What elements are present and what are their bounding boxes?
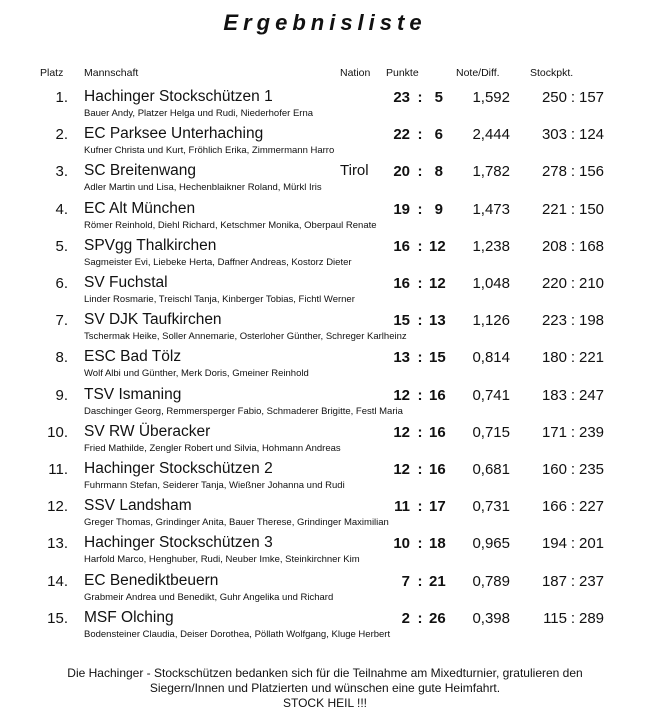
- note-diff: 0,741: [472, 386, 510, 404]
- points-separator: :: [417, 609, 423, 627]
- team-players: Tschermak Heike, Soller Annemarie, Osterloher Günther, Schreger Karlheinz: [84, 331, 407, 343]
- team-players: Linder Rosmarie, Treischl Tanja, Kinberger Tobias, Fichtl Werner: [84, 294, 355, 305]
- result-row: [0, 533, 650, 571]
- points-separator: :: [417, 423, 423, 441]
- stock-points-against: 289: [579, 609, 605, 627]
- points-separator: :: [417, 200, 423, 218]
- points-won: 12: [393, 423, 410, 441]
- team-players: Römer Reinhold, Diehl Richard, Ketschmer Monika, Oberpaul Renate: [84, 219, 377, 231]
- result-row: [0, 385, 650, 423]
- closing-line-2: Siegern/Innen und Platzierten und wünschen eine gute Heimfahrt.: [149, 681, 501, 695]
- rank-number: 5.: [55, 237, 68, 255]
- points-won: 13: [393, 349, 410, 367]
- stock-points-against: 201: [579, 535, 605, 553]
- stock-points-against: 168: [579, 237, 605, 255]
- points-separator: :: [417, 498, 423, 516]
- stock-points-for: 171: [541, 423, 567, 441]
- points-won: 16: [393, 275, 410, 292]
- stock-points-for: 187: [541, 572, 567, 590]
- points-separator: :: [417, 461, 423, 478]
- points-won: 12: [393, 461, 410, 478]
- closing-line-1: Die Hachinger - Stockschützen bedanken sich für die Teilnahme am Mixedturnier, gratulieren den: [67, 666, 583, 680]
- team-name: EC Alt München: [84, 199, 196, 217]
- closing-message: [0, 666, 650, 711]
- team-name: SV DJK Taufkirchen: [84, 311, 222, 329]
- result-row: [0, 608, 650, 646]
- team-players: Greger Thomas, Grindinger Anita, Bauer Therese, Grindinger Maximilian: [84, 517, 389, 529]
- stock-points-separator: :: [570, 461, 576, 478]
- team-players: Fried Mathilde, Zengler Robert und Silvia, Hohmann Andreas: [84, 442, 341, 454]
- team-players: Grabmeir Andrea und Benedikt, Guhr Angelika und Richard: [84, 591, 334, 603]
- team-name: SV Fuchstal: [84, 274, 168, 291]
- team-name: MSF Olching: [84, 608, 174, 626]
- stock-points-for: 223: [541, 312, 567, 330]
- note-diff: 0,731: [472, 498, 510, 516]
- points-won: 19: [393, 200, 410, 218]
- points-won: 16: [393, 237, 410, 255]
- points-separator: :: [417, 163, 423, 181]
- rank-number: 1.: [55, 89, 68, 106]
- stock-points-against: 124: [579, 126, 605, 144]
- result-row: [0, 124, 650, 162]
- header-mannschaft: Mannschaft: [84, 67, 139, 79]
- stock-points-separator: :: [570, 498, 576, 516]
- points-lost: 21: [429, 572, 446, 590]
- points-separator: :: [417, 572, 423, 590]
- stock-points-separator: :: [570, 349, 576, 367]
- stock-points-for: 194: [541, 535, 567, 553]
- stock-points-against: 247: [579, 386, 605, 404]
- team-players: Adler Martin und Lisa, Hechenblaikner Roland, Mürkl Iris: [84, 182, 322, 194]
- team-players: Wolf Albi und Günther, Merk Doris, Gmeiner Reinhold: [84, 368, 309, 380]
- note-diff: 1,473: [472, 200, 510, 218]
- stock-points-separator: :: [570, 275, 576, 292]
- team-name: SC Breitenwang: [84, 162, 197, 180]
- points-won: 2: [401, 609, 410, 627]
- points-lost: 12: [429, 275, 446, 292]
- team-players: Bauer Andy, Platzer Helga und Rudi, Niederhofer Erna: [84, 108, 314, 119]
- stock-points-against: 227: [579, 498, 605, 516]
- team-name: SV RW Überacker: [84, 422, 211, 440]
- header-platz: Platz: [40, 67, 64, 79]
- team-name: EC Benediktbeuern: [84, 571, 219, 589]
- points-separator: :: [417, 386, 423, 404]
- stock-points-for: 180: [541, 349, 567, 367]
- stock-points-separator: :: [570, 423, 576, 441]
- stock-points-against: 210: [579, 275, 605, 292]
- stock-points-for: 250: [541, 89, 567, 106]
- result-row: [0, 459, 650, 497]
- stock-points-against: 157: [579, 89, 605, 106]
- result-row: [0, 273, 650, 311]
- stock-points-for: 183: [541, 386, 567, 404]
- points-separator: :: [417, 312, 423, 330]
- team-players: Kufner Christa und Kurt, Fröhlich Erika, Zimmermann Harro: [84, 145, 335, 157]
- result-row: [0, 571, 650, 609]
- points-lost: 16: [429, 423, 446, 441]
- team-name: Hachinger Stockschützen 1: [84, 88, 273, 105]
- team-players: Sagmeister Evi, Liebeke Herta, Daffner Andreas, Kostorz Dieter: [84, 256, 352, 268]
- note-diff: 0,715: [472, 423, 510, 441]
- points-separator: :: [417, 237, 423, 255]
- team-name: TSV Ismaning: [84, 385, 182, 403]
- stock-points-for: 115: [543, 609, 567, 627]
- header-stockpunkte: Stockpkt.: [530, 67, 574, 79]
- closing-line-3: STOCK HEIL !!!: [282, 696, 368, 710]
- result-row: [0, 310, 650, 348]
- rank-number: 6.: [55, 275, 68, 292]
- points-separator: :: [417, 126, 423, 144]
- team-players: Daschinger Georg, Remmersperger Fabio, Schmaderer Brigitte, Festl Maria: [84, 405, 403, 417]
- page-title: Ergebnisliste: [223, 10, 427, 35]
- rank-number: 13.: [47, 535, 68, 553]
- stock-points-for: 160: [541, 461, 567, 478]
- points-separator: :: [417, 349, 423, 367]
- stock-points-separator: :: [570, 237, 576, 255]
- stock-points-against: 237: [579, 572, 605, 590]
- note-diff: 1,126: [472, 312, 510, 330]
- note-diff: 1,782: [472, 163, 510, 181]
- rank-number: 3.: [55, 163, 68, 181]
- note-diff: 1,592: [472, 89, 510, 106]
- points-lost: 16: [429, 461, 446, 478]
- note-diff: 1,048: [472, 275, 510, 292]
- points-won: 7: [401, 572, 410, 590]
- stock-points-for: 303: [541, 126, 567, 144]
- stock-points-separator: :: [570, 89, 576, 106]
- stock-points-separator: :: [570, 386, 576, 404]
- team-name: SSV Landsham: [84, 497, 192, 515]
- team-players: Fuhrmann Stefan, Seiderer Tanja, Wießner Johanna und Rudi: [84, 480, 345, 491]
- points-lost: 5: [434, 89, 443, 106]
- team-name: ESC Bad Tölz: [84, 348, 182, 366]
- points-lost: 12: [429, 237, 446, 255]
- stock-points-against: 221: [579, 349, 605, 367]
- stock-points-against: 235: [579, 461, 605, 478]
- result-row: [0, 422, 650, 460]
- rank-number: 11.: [48, 461, 68, 478]
- stock-points-for: 220: [541, 275, 567, 292]
- points-lost: 18: [429, 535, 446, 553]
- rank-number: 12.: [47, 498, 68, 516]
- result-row: [0, 496, 650, 534]
- team-players: Harfold Marco, Henghuber, Rudi, Neuber Imke, Steinkirchner Kim: [84, 554, 360, 566]
- points-lost: 6: [434, 126, 443, 144]
- result-row: [0, 161, 650, 199]
- team-name: EC Parksee Unterhaching: [84, 125, 264, 143]
- stock-points-separator: :: [570, 535, 576, 553]
- stock-points-against: 156: [579, 163, 605, 181]
- note-diff: 0,681: [472, 461, 510, 478]
- points-lost: 15: [429, 349, 446, 367]
- team-name: Hachinger Stockschützen 3: [84, 534, 273, 552]
- points-won: 23: [393, 89, 410, 106]
- points-won: 20: [393, 163, 410, 181]
- stock-points-separator: :: [570, 572, 576, 590]
- points-separator: :: [417, 275, 423, 292]
- note-diff: 2,444: [472, 126, 510, 144]
- team-nation: Tirol: [340, 162, 369, 180]
- rank-number: 9.: [55, 386, 68, 404]
- result-row: [0, 347, 650, 385]
- stock-points-against: 150: [579, 200, 605, 218]
- stock-points-for: 221: [541, 200, 567, 218]
- rank-number: 7.: [55, 312, 68, 330]
- rank-number: 10.: [47, 423, 68, 441]
- stock-points-separator: :: [570, 126, 576, 144]
- stock-points-separator: :: [570, 163, 576, 181]
- stock-points-for: 278: [541, 163, 567, 181]
- header-punkte: Punkte: [386, 67, 419, 79]
- rank-number: 4.: [55, 200, 68, 218]
- note-diff: 0,814: [472, 349, 510, 367]
- team-name: SPVgg Thalkirchen: [84, 236, 217, 254]
- stock-points-separator: :: [570, 312, 576, 330]
- points-lost: 26: [429, 609, 446, 627]
- note-diff: 1,238: [472, 237, 510, 255]
- points-won: 10: [393, 535, 410, 553]
- rank-number: 14.: [47, 572, 68, 590]
- header-note-diff: Note/Diff.: [456, 67, 500, 79]
- points-won: 11: [394, 498, 410, 516]
- header-nation: Nation: [340, 67, 371, 79]
- points-lost: 17: [429, 498, 446, 516]
- points-lost: 13: [429, 312, 446, 330]
- result-row: [0, 236, 650, 274]
- points-lost: 8: [434, 163, 443, 181]
- points-won: 12: [393, 386, 410, 404]
- points-won: 22: [393, 126, 410, 144]
- stock-points-against: 239: [579, 423, 605, 441]
- stock-points-separator: :: [570, 609, 576, 627]
- note-diff: 0,965: [472, 535, 510, 553]
- points-separator: :: [417, 89, 423, 106]
- points-separator: :: [417, 535, 423, 553]
- stock-points-separator: :: [570, 200, 576, 218]
- rank-number: 2.: [55, 126, 68, 144]
- note-diff: 0,398: [472, 609, 510, 627]
- stock-points-for: 208: [541, 237, 567, 255]
- result-row: [0, 199, 650, 237]
- points-lost: 9: [434, 200, 443, 218]
- stock-points-for: 166: [541, 498, 567, 516]
- points-won: 15: [393, 312, 410, 330]
- team-players: Bodensteiner Claudia, Deiser Dorothea, Pöllath Wolfgang, Kluge Herbert: [84, 628, 391, 640]
- rank-number: 15.: [47, 609, 68, 627]
- note-diff: 0,789: [472, 572, 510, 590]
- points-lost: 16: [429, 386, 446, 404]
- rank-number: 8.: [55, 349, 68, 367]
- stock-points-against: 198: [579, 312, 605, 330]
- result-row: [0, 87, 650, 125]
- team-name: Hachinger Stockschützen 2: [84, 460, 273, 477]
